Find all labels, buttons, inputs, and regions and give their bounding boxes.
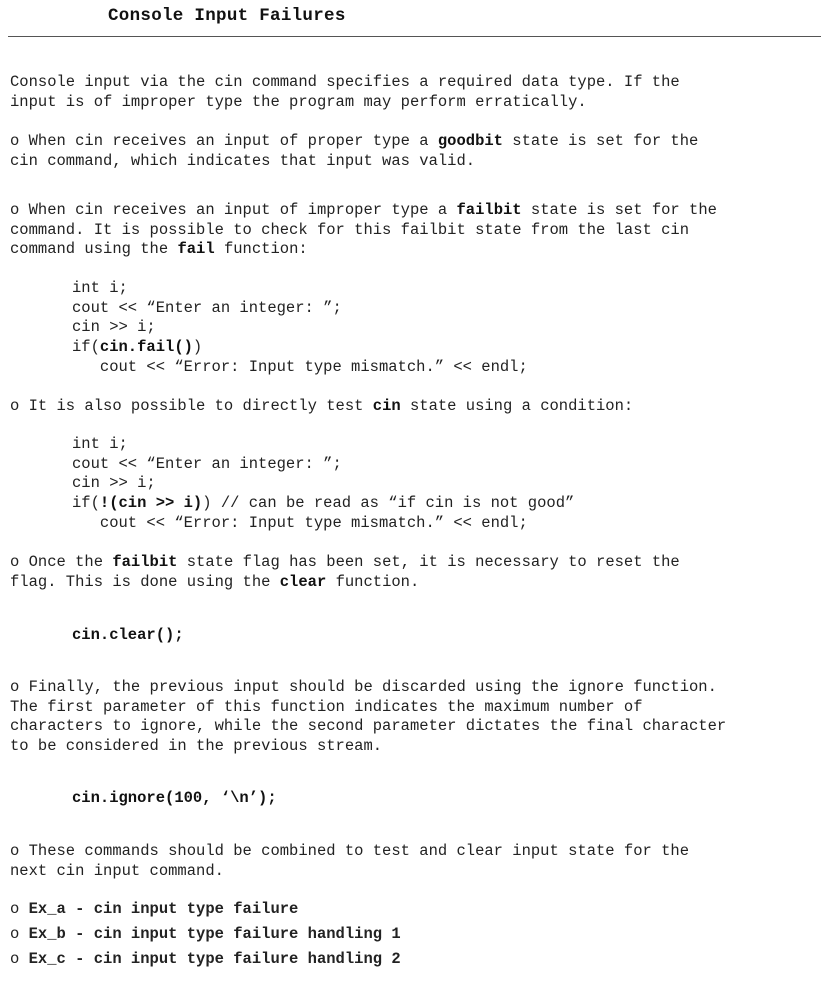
code-block-fail xyxy=(72,279,528,378)
code-if: if( xyxy=(72,494,100,513)
example-label: Ex_c - cin input type failure handling 2 xyxy=(28,950,401,968)
example-list xyxy=(10,900,401,975)
clear-keyword: clear xyxy=(279,572,327,591)
list-item xyxy=(10,900,401,925)
example-label: Ex_a - cin input type failure xyxy=(28,900,299,918)
code-ignore-call: cin.ignore(100, ‘\n’); xyxy=(72,789,277,807)
code-fail-call: cin.fail() xyxy=(99,338,193,357)
cin-keyword: cin xyxy=(372,397,401,415)
clear-paragraph xyxy=(10,553,815,592)
code-line: cin >> i; xyxy=(72,474,156,493)
code-line: int i; xyxy=(72,279,128,297)
code-paren: ) xyxy=(192,338,203,357)
direct-text-c: state using a condition: xyxy=(400,397,634,415)
list-item xyxy=(10,925,401,950)
ignore-paragraph: o Finally, the previous input should be discarded using the ignore function. The first parameter of this function indicates the maximum number of characters to ignore, while the second parameter dictates the final character to be considered in the previous stream. xyxy=(10,678,727,756)
failbit-text-a: o When cin receives an input of improper type a xyxy=(10,201,457,219)
fail-keyword: fail xyxy=(177,240,215,259)
failbit-text-c: state is set for the command. It is possible to check for this failbit state from the last cin command using the xyxy=(10,201,717,259)
list-item xyxy=(10,950,401,975)
goodbit-text-a: o When cin receives an input of proper type a xyxy=(10,132,438,150)
code-line: cout << “Enter an integer: ”; xyxy=(72,454,342,473)
failbit-keyword: failbit xyxy=(456,201,522,219)
direct-test-paragraph xyxy=(10,397,815,417)
code-comment: ) // can be read as “if cin is not good” xyxy=(202,494,575,513)
failbit-paragraph xyxy=(10,201,815,260)
goodbit-paragraph xyxy=(10,132,815,171)
code-line: cout << “Error: Input type mismatch.” << endl; xyxy=(72,357,528,376)
code-clear xyxy=(72,626,184,646)
example-label: Ex_b - cin input type failure handling 1 xyxy=(28,925,401,943)
failbit-keyword: failbit xyxy=(112,553,178,571)
intro-paragraph: Console input via the cin command specifies a required data type. If the input is of improper type the program may perform erratically. xyxy=(10,73,680,111)
combine-paragraph: o These commands should be combined to test and clear input state for the next cin input command. xyxy=(10,842,690,880)
code-clear-call: cin.clear(); xyxy=(72,626,184,644)
code-if: if( xyxy=(72,338,100,357)
code-condition: !(cin >> i) xyxy=(99,494,203,513)
clear-text-a: o Once the xyxy=(10,553,113,571)
goodbit-text-c: state is set for the cin command, which indicates that input was valid. xyxy=(10,132,699,170)
title-divider xyxy=(8,36,821,37)
code-line xyxy=(72,494,574,514)
code-line: cout << “Error: Input type mismatch.” << endl; xyxy=(72,513,528,532)
page-title: Console Input Failures xyxy=(108,6,346,26)
bullet-marker: o xyxy=(10,950,29,968)
clear-text-c: state flag has been set, it is necessary to reset the flag. This is done using the xyxy=(10,553,680,591)
code-line xyxy=(72,338,528,358)
failbit-text-e: function: xyxy=(214,240,308,259)
clear-text-e: function. xyxy=(326,572,420,591)
code-block-condition xyxy=(72,435,574,534)
bullet-marker: o xyxy=(10,925,29,943)
code-line: cout << “Enter an integer: ”; xyxy=(72,298,342,317)
code-line: int i; xyxy=(72,435,128,453)
goodbit-keyword: goodbit xyxy=(437,132,503,150)
code-line: cin >> i; xyxy=(72,318,156,337)
code-ignore xyxy=(72,789,277,809)
direct-text-a: o It is also possible to directly test xyxy=(10,397,373,415)
bullet-marker: o xyxy=(10,900,29,918)
